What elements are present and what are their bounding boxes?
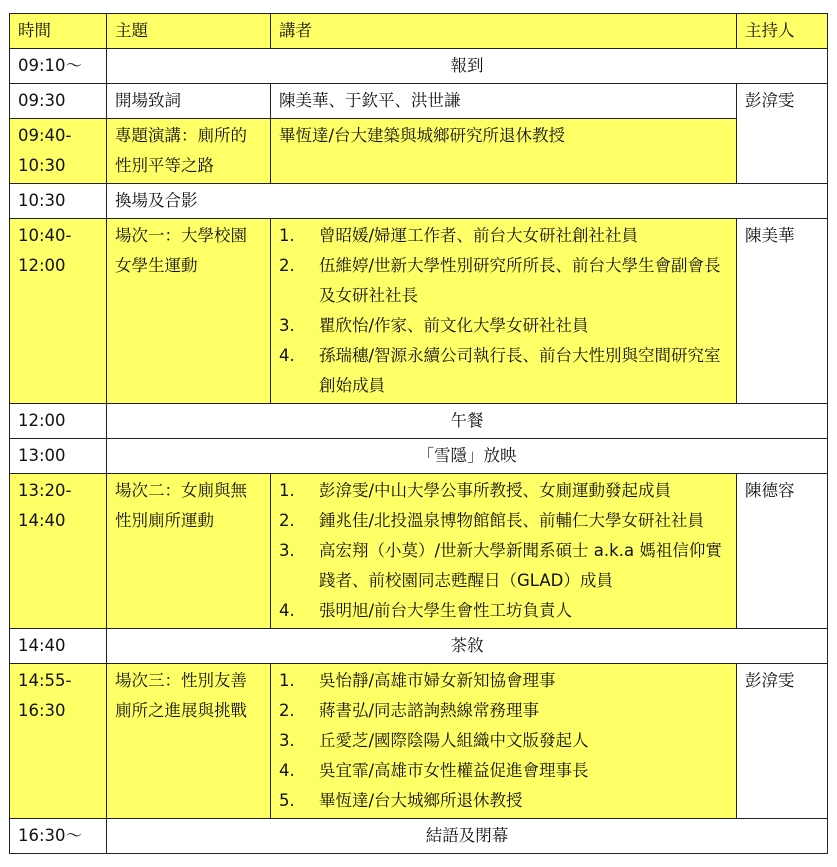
header-row <box>10 14 828 49</box>
row-session3 <box>10 664 828 819</box>
row-opening <box>10 84 828 119</box>
row-session1 <box>10 219 828 404</box>
event-cell: 結語及閉幕 <box>107 819 828 854</box>
item-number: 1. <box>279 671 295 690</box>
row-film <box>10 439 828 474</box>
time-cell: 14:55- 16:30 <box>10 664 107 819</box>
item-number: 1. <box>279 226 295 245</box>
list-item <box>279 786 728 816</box>
row-lunch <box>10 404 828 439</box>
speaker-text: 鍾兆佳/北投溫泉博物館館長、前輔仁大學女研社社員 <box>319 511 705 530</box>
topic-cell: 開場致詞 <box>107 84 271 119</box>
list-item <box>279 726 728 756</box>
item-number: 4. <box>279 761 295 780</box>
list-item <box>279 251 728 311</box>
header-speakers: 講者 <box>271 14 737 49</box>
row-session2 <box>10 474 828 629</box>
speakers-cell: 畢恆達/台大建築與城鄉研究所退休教授 <box>271 119 737 184</box>
time-cell: 09:10～ <box>10 49 107 84</box>
speakers-cell <box>271 664 737 819</box>
speaker-text: 孫瑞穗/智源永續公司執行長、前台大性別與空間研究室創始成員 <box>319 346 721 395</box>
topic-cell: 場次三：性別友善廁所之進展與挑戰 <box>107 664 271 819</box>
event-cell: 「雪隱」放映 <box>107 439 828 474</box>
topic-cell: 場次一：大學校園女學生運動 <box>107 219 271 404</box>
header-topic: 主題 <box>107 14 271 49</box>
speaker-list <box>279 666 728 816</box>
time-cell: 09:40- 10:30 <box>10 119 107 184</box>
item-number: 4. <box>279 601 295 620</box>
host-cell: 陳德容 <box>737 474 828 629</box>
speaker-text: 瞿欣怡/作家、前文化大學女研社社員 <box>319 316 589 335</box>
list-item <box>279 756 728 786</box>
time-cell: 13:00 <box>10 439 107 474</box>
speaker-text: 彭渰雯/中山大學公事所教授、女廁運動發起成員 <box>319 481 672 500</box>
event-cell: 換場及合影 <box>107 184 828 219</box>
list-item <box>279 221 728 251</box>
header-host: 主持人 <box>737 14 828 49</box>
item-number: 2. <box>279 256 295 275</box>
speaker-text: 伍維婷/世新大學性別研究所所長、前台大學生會副會長及女研社社長 <box>319 256 721 305</box>
item-number: 5. <box>279 791 295 810</box>
row-closing <box>10 819 828 854</box>
speaker-text: 畢恆達/台大城鄉所退休教授 <box>319 791 523 810</box>
time-cell: 12:00 <box>10 404 107 439</box>
header-time: 時間 <box>10 14 107 49</box>
item-number: 1. <box>279 481 295 500</box>
event-cell: 午餐 <box>107 404 828 439</box>
speaker-list <box>279 476 728 626</box>
item-number: 2. <box>279 511 295 530</box>
event-cell: 茶敘 <box>107 629 828 664</box>
time-cell: 10:30 <box>10 184 107 219</box>
list-item <box>279 596 728 626</box>
row-checkin <box>10 49 828 84</box>
speakers-cell <box>271 474 737 629</box>
item-number: 2. <box>279 701 295 720</box>
host-cell: 彭渰雯 <box>737 664 828 819</box>
speakers-cell: 陳美華、于欽平、洪世謙 <box>271 84 737 119</box>
topic-cell: 場次二：女廁與無性別廁所運動 <box>107 474 271 629</box>
event-cell: 報到 <box>107 49 828 84</box>
list-item <box>279 506 728 536</box>
topic-cell: 專題演講：廁所的性別平等之路 <box>107 119 271 184</box>
list-item <box>279 666 728 696</box>
time-cell: 09:30 <box>10 84 107 119</box>
speakers-cell <box>271 219 737 404</box>
speaker-text: 張明旭/前台大學生會性工坊負責人 <box>319 601 573 620</box>
time-cell: 16:30～ <box>10 819 107 854</box>
list-item <box>279 696 728 726</box>
time-cell: 10:40- 12:00 <box>10 219 107 404</box>
speaker-text: 丘愛芝/國際陰陽人組織中文版發起人 <box>319 731 589 750</box>
row-tea <box>10 629 828 664</box>
speaker-text: 蔣書弘/同志諮詢熱線常務理事 <box>319 701 540 720</box>
list-item <box>279 311 728 341</box>
host-cell: 彭渰雯 <box>737 84 828 184</box>
time-cell: 13:20- 14:40 <box>10 474 107 629</box>
item-number: 4. <box>279 346 295 365</box>
speaker-text: 吳怡靜/高雄市婦女新知協會理事 <box>319 671 556 690</box>
row-photo <box>10 184 828 219</box>
list-item <box>279 476 728 506</box>
row-keynote <box>10 119 828 184</box>
item-number: 3. <box>279 541 295 560</box>
speaker-text: 吳宜霏/高雄市女性權益促進會理事長 <box>319 761 589 780</box>
speaker-text: 高宏翔（小莫）/世新大學新聞系碩士 a.k.a 媽祖信仰實踐者、前校園同志甦醒日（GLAD）成員 <box>319 541 722 590</box>
time-cell: 14:40 <box>10 629 107 664</box>
host-cell: 陳美華 <box>737 219 828 404</box>
list-item <box>279 341 728 401</box>
list-item <box>279 536 728 596</box>
speaker-list <box>279 221 728 401</box>
schedule-table <box>9 13 828 854</box>
item-number: 3. <box>279 731 295 750</box>
item-number: 3. <box>279 316 295 335</box>
speaker-text: 曾昭媛/婦運工作者、前台大女研社創社社員 <box>319 226 639 245</box>
